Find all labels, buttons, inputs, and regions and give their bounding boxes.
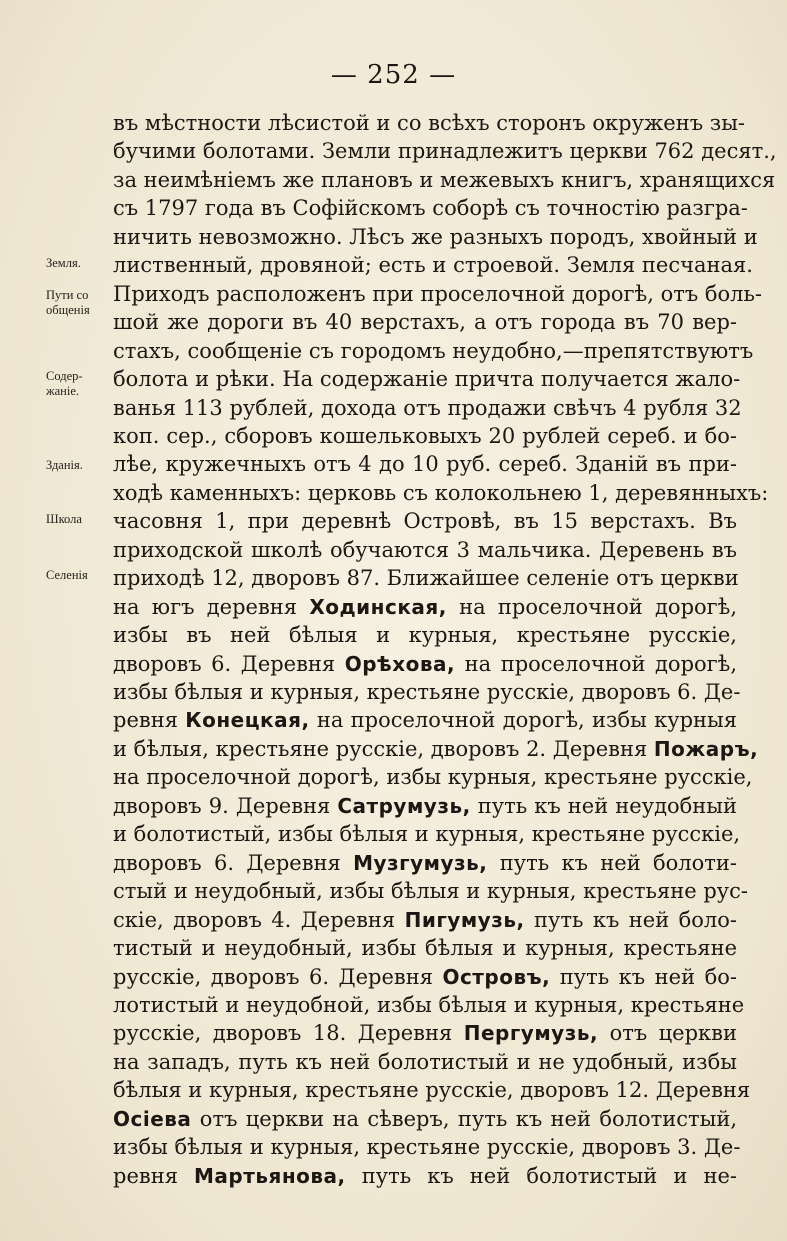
text-segment: избы бѣлыя и курныя, крестьяне русскіе, дворовъ 6. Де- [113,680,741,704]
text-segment: дворовъ 6. Деревня [113,850,354,875]
text-line [113,506,737,536]
text-line [113,563,737,593]
text-segment: приходѣ 12, дворовъ 87. Ближайшее селеніе отъ церкви [113,566,739,591]
text-segment: ходѣ каменныхъ: церковь съ колокольнею 1, деревянныхъ: [113,480,769,505]
text-line [113,364,741,394]
text-segment: русскіе, дворовъ 6. Деревня [113,964,443,989]
text-segment: на проселочной дорогѣ, [455,651,737,676]
village-name: Музгумузь, [353,850,488,875]
text-line [113,791,737,821]
text-line [113,620,737,650]
village-name: Сатрумузь, [337,793,471,818]
village-name: Мартьянова, [194,1163,346,1188]
text-segment: ничить невозможно. Лѣсъ же разныхъ породъ, хвойный и [113,224,758,249]
text-line [113,1075,751,1105]
text-segment: дворовъ 6. Деревня [113,651,345,676]
village-name: Орѣхова, [344,651,456,676]
text-line [113,393,742,423]
text-segment: отъ церкви [598,1021,737,1046]
text-line [113,677,741,707]
margin-note: Содер- жаніе. [46,369,83,398]
page-number: — 252 — [330,60,457,90]
text-segment: лотистый и неудобной, избы бѣлыя и курныя, крестьяне [113,992,745,1017]
text-line [113,1132,741,1162]
text-segment: путь къ ней болоти- [487,850,737,875]
village-name: Пергумузь, [463,1021,599,1046]
village-name: Пигумузь, [404,907,525,932]
text-segment: часовня 1, при деревнѣ Островѣ, въ 15 верстахъ. Въ [113,509,737,534]
margin-note: Земля. [46,256,81,270]
text-line [113,962,737,992]
text-line [113,535,737,565]
text-line [113,193,748,223]
text-segment: скіе, дворовъ 4. Деревня [113,907,405,932]
text-segment: ванья 113 рублей, дохода отъ продажи свѣчъ 4 рубля 32 [113,395,742,420]
text-line [113,990,745,1020]
text-segment: въ мѣстности лѣсистой и со всѣхъ сторонъ окруженъ зы- [113,111,746,135]
text-segment: болота и рѣки. На содержаніе причта получается жало- [113,367,741,392]
text-line [113,705,737,735]
village-name: Островъ, [442,964,551,989]
text-line [113,1018,737,1048]
text-segment: на западъ, путь къ ней болотистый и не удобный, избы [113,1049,737,1074]
text-line [113,421,737,451]
text-segment: коп. сер., сборовъ кошельковыхъ 20 рублей сереб. и бо- [113,423,737,448]
text-segment: за неимѣніемъ же плановъ и межевыхъ книгъ, хранящихся [113,167,776,192]
text-line [113,1047,737,1077]
text-line [113,1104,737,1134]
text-line [113,108,746,138]
text-segment: путь къ ней бо- [550,964,737,989]
text-line [113,136,777,166]
text-segment: бѣлыя и курныя, крестьяне русскіе, дворовъ 12. Деревня [113,1078,751,1103]
text-segment: на проселочной дорогѣ, избы курныя, крестьяне русскіе, [113,765,753,790]
text-line [113,848,737,878]
text-segment: и бѣлыя, крестьяне русскіе, дворовъ 2. Деревня [113,736,654,761]
text-segment: лѣе, кружечныхъ отъ 4 до 10 руб. сереб. Зданій въ при- [113,452,737,477]
text-segment: на проселочной дорогѣ, [446,594,737,619]
text-segment: ревня [113,708,186,733]
village-name: Пожаръ, [653,736,759,761]
text-segment: избы въ ней бѣлыя и курныя, крестьяне русскіе, [113,623,737,648]
text-segment: приходской школѣ обучаются 3 мальчика. Деревень въ [113,537,737,562]
margin-note: Селенія [46,568,88,582]
text-line [113,336,754,366]
text-line [113,449,737,479]
text-line [113,876,748,906]
text-segment: стахъ, сообщеніе съ городомъ неудобно,—препятствуютъ [113,338,754,363]
margin-note: Зданія. [46,458,83,472]
margin-note: Пути со общенія [46,288,90,317]
text-segment: бучими болотами. Земли принадлежитъ церкви 762 десят., [113,139,777,164]
text-line [113,222,758,252]
text-segment: отъ церкви на сѣверъ, путь къ ней болотистый, [191,1106,737,1131]
text-segment: стый и неудобный, избы бѣлыя и курныя, крестьяне рус- [113,879,748,904]
text-segment: и болотистый, избы бѣлыя и курныя, крестьяне русскіе, [113,822,741,847]
text-line [113,1161,737,1191]
text-line [113,165,776,195]
text-segment: Приходъ расположенъ при проселочной дорогѣ, отъ боль- [113,281,763,306]
text-line [113,734,759,764]
village-name: Ходинская, [309,594,447,619]
text-line [113,250,753,280]
text-segment: тистый и неудобный, избы бѣлыя и курныя, крестьяне [113,936,737,961]
village-name: Осіева [113,1106,192,1131]
text-line [113,279,763,309]
text-line [113,592,737,622]
text-line [113,762,753,792]
text-segment: на югъ деревня [113,594,310,619]
text-line [113,933,737,963]
text-segment: русскіе, дворовъ 18. Деревня [113,1021,464,1046]
text-line [113,307,737,337]
text-segment: избы бѣлыя и курныя, крестьяне русскіе, дворовъ 3. Де- [113,1135,741,1160]
text-segment: путь къ ней боло- [524,907,737,932]
text-line [113,905,737,935]
text-segment: на проселочной дорогѣ, избы курныя [309,708,737,733]
text-segment: путь къ ней болотистый и не- [345,1163,737,1188]
margin-note: Школа [46,512,82,526]
text-line [113,478,769,508]
text-segment: съ 1797 года въ Софійскомъ соборѣ съ точностію разгра- [113,196,748,221]
text-segment: ревня [113,1163,195,1188]
text-line [113,649,737,679]
text-line [113,819,741,849]
text-segment: лиственный, дровяной; есть и строевой. Земля песчаная. [113,253,753,278]
village-name: Конецкая, [185,708,310,733]
text-segment: путь къ ней неудобный [470,793,737,818]
text-segment: дворовъ 9. Деревня [113,793,338,818]
text-segment: шой же дороги въ 40 верстахъ, а отъ города въ 70 вер- [113,310,737,335]
